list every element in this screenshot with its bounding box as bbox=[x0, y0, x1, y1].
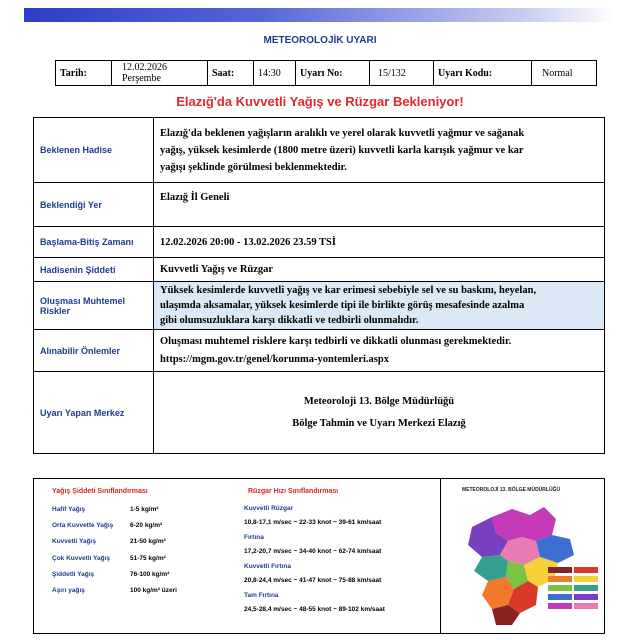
warning-no-label-cell bbox=[296, 61, 370, 85]
warning-code-label: Uyarı Kodu: bbox=[438, 67, 493, 79]
measures-link[interactable]: https://mgm.gov.tr/genel/korunma-yontemleri.aspx bbox=[160, 353, 389, 365]
rain-item-value: 51-75 kg/m² bbox=[130, 554, 166, 562]
expected-event-line: yağış, yüksek kesimlerde (1800 metre üzeri) kuvvetli karla karışık yağmur ve kar bbox=[160, 144, 524, 156]
warning-no-label: Uyarı No: bbox=[300, 67, 343, 79]
row-expected-event bbox=[34, 118, 604, 183]
wind-item-value: 17,2-20,7 m/sec ~ 34-40 knot ~ 62-74 km/saat bbox=[244, 548, 382, 556]
province-region bbox=[474, 555, 508, 581]
row-issuing-center bbox=[34, 372, 604, 453]
wind-item-name: Fırtına bbox=[244, 533, 264, 541]
legend-swatch bbox=[548, 567, 572, 573]
legend-swatch bbox=[548, 603, 572, 609]
province-region bbox=[492, 507, 556, 541]
expected-event-line: yağışı şeklinde görülmesi beklenmektedir. bbox=[160, 161, 347, 173]
rain-item bbox=[52, 582, 177, 598]
rain-item-name: Aşırı yağış bbox=[52, 587, 85, 595]
rain-item bbox=[52, 534, 177, 550]
time-value: 14:30 bbox=[258, 67, 281, 79]
row-risks bbox=[34, 282, 604, 330]
time-range-label: Başlama-Bitiş Zamanı bbox=[34, 227, 154, 257]
legend-swatch bbox=[548, 585, 572, 591]
rain-classification-title: Yağış Şiddeti Sınıflandırması bbox=[52, 488, 148, 495]
legend-swatch bbox=[574, 594, 598, 600]
measures-label: Alınabilir Önlemler bbox=[34, 330, 154, 371]
time-label: Saat: bbox=[212, 67, 235, 79]
legend-swatch bbox=[574, 567, 598, 573]
warning-code-label-cell bbox=[434, 61, 532, 85]
warning-no-value: 15/132 bbox=[378, 67, 406, 79]
date-label: Tarih: bbox=[60, 67, 87, 79]
expected-place-label: Beklendiği Yer bbox=[34, 183, 154, 226]
wind-item-value: 24,5-28,4 m/sec ~ 48-55 knot ~ 89-102 km/saat bbox=[244, 606, 385, 614]
rain-item-name: Hafif Yağış bbox=[52, 505, 86, 513]
wind-classification-list bbox=[244, 501, 385, 617]
risks-line: gibi olumsuzluklara karşı dikkatli ve tedbirli olunmalıdır. bbox=[160, 315, 419, 326]
time-range-value bbox=[154, 227, 604, 257]
rain-item-value: 21-50 kg/m² bbox=[130, 538, 166, 546]
rain-item-name: Orta Kuvvette Yağış bbox=[52, 521, 114, 529]
wind-item-name: Tam Fırtına bbox=[244, 591, 279, 599]
row-measures bbox=[34, 330, 604, 372]
warning-no-value-cell bbox=[370, 61, 434, 85]
region-map-title: METEOROLOJİ 13. BÖLGE MÜDÜRLÜĞÜ bbox=[462, 487, 561, 493]
rain-item-value: 100 kg/m² üzeri bbox=[130, 587, 177, 595]
date-value: 12.02.2026 bbox=[122, 62, 167, 73]
legend-swatch bbox=[574, 603, 598, 609]
severity-value bbox=[154, 258, 604, 281]
warning-code-value-cell bbox=[532, 61, 596, 85]
wind-item-name: Kuvvetli Fırtına bbox=[244, 562, 291, 570]
warning-details-table bbox=[33, 117, 605, 454]
issuing-center-line: Bölge Tahmin ve Uyarı Merkezi Elazığ bbox=[292, 417, 466, 429]
rain-item bbox=[52, 566, 177, 582]
rain-item bbox=[52, 517, 177, 533]
severity-label: Hadisenin Şiddeti bbox=[34, 258, 154, 281]
rain-item-value: 76-100 kg/m² bbox=[130, 570, 170, 578]
expected-event-value bbox=[154, 118, 604, 182]
legend-swatch bbox=[548, 594, 572, 600]
legend-swatch bbox=[574, 576, 598, 582]
row-time-range bbox=[34, 227, 604, 258]
risks-line: Yüksek kesimlerde kuvvetli yağış ve kar erimesi sebebiyle sel ve su baskını, heyelan, bbox=[160, 285, 537, 296]
measures-line: Oluşması muhtemel risklere karşı tedbirli ve dikkatli olunması gerekmektedir. bbox=[160, 335, 512, 347]
issuing-center-label: Uyarı Yapan Merkez bbox=[34, 372, 154, 453]
wind-classification-title: Rüzgar Hızı Sınıflandırması bbox=[248, 488, 339, 495]
date-day: Perşembe bbox=[122, 73, 161, 84]
legend-swatch bbox=[548, 576, 572, 582]
header-gradient-bar bbox=[24, 8, 614, 22]
legend-swatch bbox=[574, 585, 598, 591]
expected-place-line: Elazığ İl Geneli bbox=[160, 192, 230, 203]
rain-item-value: 6-20 kg/m² bbox=[130, 521, 163, 529]
wind-item-value: 20,8-24,4 m/sec ~ 41-47 knot ~ 75-88 km/saat bbox=[244, 577, 382, 585]
region-map bbox=[452, 497, 602, 629]
rain-item-value: 1-5 kg/m² bbox=[130, 505, 159, 513]
warning-headline: Elazığ'da Kuvvetli Yağış ve Rüzgar Bekleniyor! bbox=[176, 94, 464, 109]
expected-place-value bbox=[154, 183, 604, 226]
wind-item-value: 10,8-17,1 m/sec ~ 22-33 knot ~ 39-61 km/saat bbox=[244, 519, 382, 527]
map-color-legend bbox=[548, 567, 598, 609]
risks-line: ulaşımda aksamalar, yüksek kesimlerde tipi ile birlikte görüş mesafesinde azalma bbox=[160, 300, 525, 311]
rain-item-name: Şiddetli Yağış bbox=[52, 570, 95, 578]
risks-value bbox=[154, 282, 604, 329]
row-severity bbox=[34, 258, 604, 282]
rain-item bbox=[52, 550, 177, 566]
time-range-line: 12.02.2026 20:00 - 13.02.2026 23.59 TSİ bbox=[160, 236, 336, 248]
issuing-center-line: Meteoroloji 13. Bölge Müdürlüğü bbox=[303, 395, 455, 407]
document-title: METEOROLOJİK UYARI bbox=[263, 35, 377, 46]
risks-label: Oluşması Muhtemel Riskler bbox=[34, 282, 154, 329]
expected-event-line: Elazığ'da beklenen yağışların aralıklı ve yerel olarak kuvvetli yağmur ve sağanak bbox=[160, 127, 525, 139]
rain-item bbox=[52, 501, 177, 517]
rain-classification-list bbox=[52, 501, 177, 599]
time-value-cell bbox=[254, 61, 296, 85]
rain-item-name: Çok Kuvvetli Yağış bbox=[52, 554, 111, 562]
classification-panel bbox=[33, 478, 605, 634]
row-expected-place bbox=[34, 183, 604, 227]
rain-item-name: Kuvvetli Yağış bbox=[52, 538, 96, 546]
date-value-cell bbox=[112, 61, 208, 85]
panel-divider bbox=[440, 479, 441, 633]
severity-line: Kuvvetli Yağış ve Rüzgar bbox=[160, 264, 274, 275]
issuing-center-value bbox=[154, 372, 604, 453]
wind-item-name: Kuvvetli Rüzgar bbox=[244, 504, 294, 512]
time-label-cell bbox=[208, 61, 254, 85]
date-label-cell bbox=[56, 61, 112, 85]
expected-event-label: Beklenen Hadise bbox=[34, 118, 154, 182]
warning-info-row bbox=[55, 60, 597, 86]
warning-code-value: Normal bbox=[542, 67, 573, 79]
measures-value bbox=[154, 330, 604, 371]
